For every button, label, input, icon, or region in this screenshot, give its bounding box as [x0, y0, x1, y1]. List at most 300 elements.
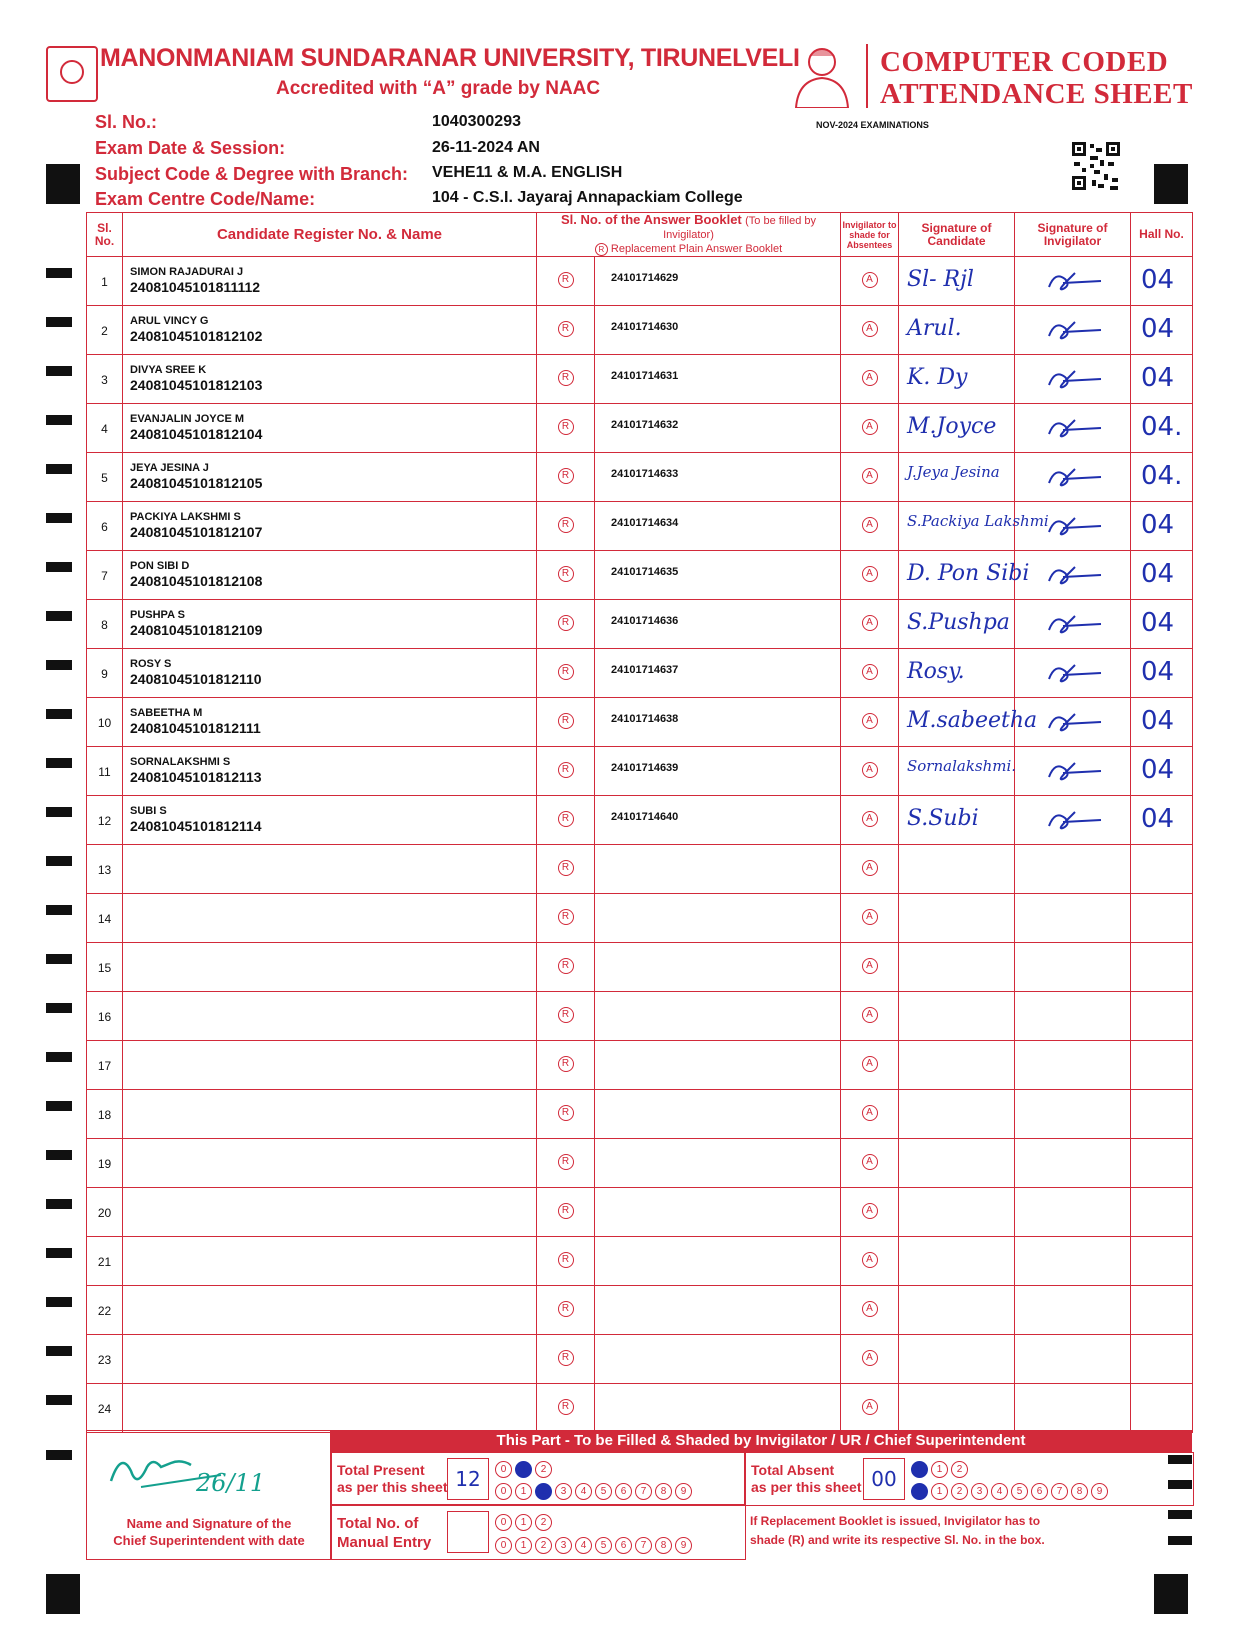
- replacement-bubble[interactable]: R: [558, 615, 574, 631]
- digit-bubble[interactable]: 0: [495, 1537, 512, 1554]
- row-sl-no: 9: [87, 649, 123, 698]
- row-hall-no: [1131, 992, 1193, 1041]
- centre-value: 104 - C.S.I. Jayaraj Annapackiam College: [432, 189, 743, 206]
- candidate-name: [123, 1041, 536, 1050]
- row-hall-no: [1131, 1335, 1193, 1384]
- chief-label-line1: Name and Signature of the: [126, 1516, 292, 1531]
- digit-bubble[interactable]: 8: [1071, 1483, 1088, 1500]
- candidate-signature: Sornalakshmi.: [907, 757, 1017, 775]
- replacement-bubble[interactable]: R: [558, 1105, 574, 1121]
- candidate-name: [123, 1090, 536, 1099]
- candidate-register-no: [123, 1344, 536, 1345]
- booklet-no: 24101714634: [611, 517, 679, 529]
- candidate-signature: Arul.: [907, 316, 962, 341]
- booklet-no: 24101714630: [611, 321, 679, 333]
- digit-bubble[interactable]: 4: [575, 1483, 592, 1500]
- candidate-signature: K. Dy: [907, 365, 968, 390]
- timing-mark: [46, 1199, 72, 1209]
- table-row: [87, 943, 1193, 992]
- booklet-no: 24101714636: [611, 615, 679, 627]
- replacement-bubble[interactable]: R: [558, 1007, 574, 1023]
- chief-label: [87, 1515, 331, 1549]
- digit-bubble[interactable]: 7: [635, 1537, 652, 1554]
- row-hall-no: [1131, 355, 1193, 404]
- header-invigilator-signature: Signature of Invigilator: [1015, 213, 1131, 257]
- row-sl-no: 7: [87, 551, 123, 600]
- row-hall-no: [1131, 698, 1193, 747]
- row-candidate: [123, 355, 537, 404]
- booklet-no: [595, 992, 840, 1007]
- digit-bubble[interactable]: 9: [675, 1483, 692, 1500]
- candidate-signature: Rosy.: [907, 659, 965, 684]
- manual-entry-tens-bubbles: [495, 1512, 555, 1531]
- row-absentee[interactable]: [841, 1090, 899, 1139]
- candidate-signature: S.Subi: [907, 806, 979, 831]
- candidate-name: [123, 1286, 536, 1295]
- digit-bubble[interactable]: 3: [555, 1483, 572, 1500]
- row-absentee[interactable]: [841, 1237, 899, 1286]
- header-candidate: Candidate Register No. & Name: [123, 213, 537, 257]
- alignment-mark: [46, 164, 80, 204]
- digit-bubble[interactable]: 3: [971, 1483, 988, 1500]
- candidate-name: [123, 1188, 536, 1197]
- table-row: [87, 551, 1193, 600]
- replacement-bubble[interactable]: R: [558, 321, 574, 337]
- row-invigilator-signature: [1015, 1188, 1131, 1237]
- candidate-name: PUSHPA S: [130, 609, 186, 621]
- digit-bubble[interactable]: 8: [655, 1537, 672, 1554]
- row-replacement[interactable]: [537, 600, 595, 649]
- row-hall-no: [1131, 796, 1193, 845]
- row-absentee[interactable]: [841, 698, 899, 747]
- row-absentee[interactable]: [841, 1384, 899, 1433]
- replacement-bubble[interactable]: R: [558, 1154, 574, 1170]
- row-absentee[interactable]: [841, 1286, 899, 1335]
- replacement-bubble[interactable]: R: [558, 1203, 574, 1219]
- digit-bubble[interactable]: 7: [1051, 1483, 1068, 1500]
- row-replacement[interactable]: [537, 698, 595, 747]
- table-row: [87, 404, 1193, 453]
- invigilator-signature: [1045, 514, 1105, 538]
- candidate-register-no: 24081045101812110: [130, 671, 262, 687]
- row-candidate-signature: [899, 796, 1015, 845]
- row-hall-no: [1131, 894, 1193, 943]
- digit-bubble[interactable]: 6: [615, 1483, 632, 1500]
- header-sl-no: Sl. No.: [87, 213, 123, 257]
- row-replacement[interactable]: [537, 1139, 595, 1188]
- session-note: NOV-2024 EXAMINATIONS: [816, 120, 929, 130]
- absent-bubble[interactable]: A: [862, 468, 878, 484]
- table-row: [87, 257, 1193, 306]
- absent-bubble[interactable]: A: [862, 1301, 878, 1317]
- row-sl-no: 19: [87, 1139, 123, 1188]
- candidate-register-no: [123, 1099, 536, 1100]
- row-replacement[interactable]: [537, 1384, 595, 1433]
- row-absentee[interactable]: [841, 355, 899, 404]
- chief-signature-date: 26/11: [196, 1469, 266, 1497]
- digit-bubble[interactable]: 2: [951, 1483, 968, 1500]
- row-booklet: [595, 894, 841, 943]
- candidate-register-no: [123, 1295, 536, 1296]
- absent-bubble[interactable]: A: [862, 909, 878, 925]
- row-invigilator-signature: [1015, 551, 1131, 600]
- booklet-no: [595, 845, 840, 860]
- chief-label-line2: Chief Superintendent with date: [113, 1533, 305, 1548]
- hall-no: 04.: [1141, 461, 1183, 491]
- row-booklet: [595, 1384, 841, 1433]
- candidate-register-no: 24081045101812103: [130, 377, 263, 393]
- absent-bubble[interactable]: A: [862, 1252, 878, 1268]
- row-invigilator-signature: [1015, 257, 1131, 306]
- total-present-units-bubbles: [495, 1481, 695, 1500]
- digit-bubble[interactable]: 5: [1011, 1483, 1028, 1500]
- digit-bubble[interactable]: 8: [655, 1483, 672, 1500]
- digit-bubble[interactable]: 4: [575, 1537, 592, 1554]
- candidate-register-no: [123, 854, 536, 855]
- replacement-bubble[interactable]: R: [558, 1056, 574, 1072]
- timing-mark: [46, 611, 72, 621]
- table-row: [87, 600, 1193, 649]
- row-candidate-signature: [899, 845, 1015, 894]
- row-replacement[interactable]: [537, 502, 595, 551]
- absent-bubble[interactable]: A: [862, 1105, 878, 1121]
- absent-bubble[interactable]: A: [862, 1203, 878, 1219]
- replacement-bubble[interactable]: R: [558, 1399, 574, 1415]
- candidate-name: [123, 845, 536, 854]
- row-candidate: [123, 306, 537, 355]
- candidate-register-no: 24081045101812108: [130, 573, 263, 589]
- row-invigilator-signature: [1015, 355, 1131, 404]
- absent-bubble[interactable]: A: [862, 664, 878, 680]
- absent-bubble[interactable]: A: [862, 1350, 878, 1366]
- candidate-register-no: [123, 1001, 536, 1002]
- row-candidate: [123, 943, 537, 992]
- table-row: [87, 1335, 1193, 1384]
- hall-no: 04: [1141, 265, 1175, 295]
- table-row: [87, 355, 1193, 404]
- row-booklet: [595, 355, 841, 404]
- replacement-note-line1: If Replacement Booklet is issued, Invigilator has to: [750, 1514, 1041, 1528]
- row-replacement[interactable]: [537, 1237, 595, 1286]
- row-replacement[interactable]: [537, 306, 595, 355]
- timing-mark: [46, 1248, 72, 1258]
- replacement-bubble[interactable]: R: [558, 860, 574, 876]
- timing-mark: [46, 954, 72, 964]
- sl-no-value: 1040300293: [432, 113, 521, 130]
- row-replacement[interactable]: [537, 1090, 595, 1139]
- candidate-signature: [899, 1041, 1014, 1051]
- timing-mark: [46, 415, 72, 425]
- row-replacement[interactable]: [537, 894, 595, 943]
- digit-bubble[interactable]: 1: [931, 1483, 948, 1500]
- candidate-register-no: 24081045101811112: [130, 279, 261, 295]
- absent-bubble[interactable]: A: [862, 713, 878, 729]
- row-hall-no: [1131, 257, 1193, 306]
- row-hall-no: [1131, 1286, 1193, 1335]
- absent-bubble[interactable]: A: [862, 615, 878, 631]
- replacement-bubble[interactable]: R: [558, 566, 574, 582]
- booklet-no: [595, 1041, 840, 1056]
- row-replacement[interactable]: [537, 649, 595, 698]
- candidate-name: [123, 992, 536, 1001]
- row-candidate: [123, 1384, 537, 1433]
- row-replacement[interactable]: [537, 257, 595, 306]
- hall-no: 04: [1141, 510, 1175, 540]
- candidate-name: DIVYA SREE K: [130, 364, 207, 376]
- digit-bubble[interactable]: 7: [635, 1483, 652, 1500]
- row-candidate: [123, 1286, 537, 1335]
- timing-mark: [46, 1150, 72, 1160]
- candidate-register-no: [123, 1197, 536, 1198]
- absent-bubble[interactable]: A: [862, 1399, 878, 1415]
- row-absentee[interactable]: [841, 1139, 899, 1188]
- row-candidate: [123, 600, 537, 649]
- row-replacement[interactable]: [537, 355, 595, 404]
- replacement-bubble[interactable]: R: [558, 370, 574, 386]
- replacement-bubble[interactable]: R: [558, 1252, 574, 1268]
- replacement-bubble[interactable]: R: [558, 811, 574, 827]
- row-candidate: [123, 698, 537, 747]
- table-row: [87, 649, 1193, 698]
- booklet-no: 24101714637: [611, 664, 679, 676]
- row-invigilator-signature: [1015, 1384, 1131, 1433]
- table-row: [87, 992, 1193, 1041]
- replacement-bubble[interactable]: R: [558, 1350, 574, 1366]
- booklet-no: 24101714639: [611, 762, 679, 774]
- row-candidate-signature: [899, 1139, 1015, 1188]
- row-invigilator-signature: [1015, 747, 1131, 796]
- hall-no: 04: [1141, 755, 1175, 785]
- manual-entry-input[interactable]: [447, 1511, 489, 1553]
- absent-bubble[interactable]: A: [862, 762, 878, 778]
- row-invigilator-signature: [1015, 404, 1131, 453]
- row-sl-no: 12: [87, 796, 123, 845]
- row-sl-no: 2: [87, 306, 123, 355]
- digit-bubble[interactable]: 6: [1031, 1483, 1048, 1500]
- replacement-bubble[interactable]: R: [558, 517, 574, 533]
- absent-bubble[interactable]: A: [862, 1154, 878, 1170]
- row-replacement[interactable]: [537, 1286, 595, 1335]
- total-absent-box: [744, 1452, 1194, 1506]
- replacement-bubble[interactable]: R: [558, 419, 574, 435]
- replacement-bubble[interactable]: R: [558, 664, 574, 680]
- candidate-signature: [899, 1090, 1014, 1100]
- timing-mark: [46, 513, 72, 523]
- absent-bubble[interactable]: A: [862, 419, 878, 435]
- row-absentee[interactable]: [841, 992, 899, 1041]
- row-absentee[interactable]: [841, 747, 899, 796]
- timing-mark: [46, 856, 72, 866]
- row-absentee[interactable]: [841, 845, 899, 894]
- candidate-signature: [899, 1335, 1014, 1345]
- header-replacement: [595, 243, 782, 255]
- centre-label: Exam Centre Code/Name:: [95, 189, 316, 209]
- digit-bubble[interactable]: 4: [991, 1483, 1008, 1500]
- digit-bubble[interactable]: 9: [1091, 1483, 1108, 1500]
- digit-bubble[interactable]: 9: [675, 1537, 692, 1554]
- absent-bubble[interactable]: A: [862, 811, 878, 827]
- digit-bubble[interactable]: 5: [595, 1537, 612, 1554]
- row-replacement[interactable]: [537, 796, 595, 845]
- row-absentee[interactable]: [841, 306, 899, 355]
- row-absentee[interactable]: [841, 551, 899, 600]
- row-candidate-signature: [899, 943, 1015, 992]
- digit-bubble[interactable]: 0: [495, 1483, 512, 1500]
- hall-no: [1131, 894, 1192, 902]
- digit-bubble[interactable]: 1: [515, 1483, 532, 1500]
- absent-bubble[interactable]: A: [862, 321, 878, 337]
- row-candidate-signature: [899, 1041, 1015, 1090]
- table-row: [87, 845, 1193, 894]
- candidate-signature: [899, 1139, 1014, 1149]
- replacement-bubble[interactable]: R: [558, 1301, 574, 1317]
- invigilator-signature: [1045, 710, 1105, 734]
- row-replacement[interactable]: [537, 551, 595, 600]
- absent-bubble[interactable]: A: [862, 566, 878, 582]
- invigilator-signature: [1045, 318, 1105, 342]
- row-sl-no: 15: [87, 943, 123, 992]
- row-replacement[interactable]: [537, 1188, 595, 1237]
- row-hall-no: [1131, 1188, 1193, 1237]
- row-booklet: [595, 992, 841, 1041]
- candidate-register-no: [123, 1148, 536, 1149]
- row-candidate-signature: [899, 600, 1015, 649]
- candidate-register-no: 24081045101812105: [130, 475, 263, 491]
- row-absentee[interactable]: [841, 600, 899, 649]
- timing-mark: [46, 807, 72, 817]
- hall-no: 04: [1141, 363, 1175, 393]
- row-replacement[interactable]: [537, 845, 595, 894]
- manual-entry-label-line1: Total No. of: [337, 1515, 419, 1532]
- row-candidate-signature: [899, 306, 1015, 355]
- row-absentee[interactable]: [841, 1041, 899, 1090]
- digit-bubble[interactable]: 1: [515, 1461, 532, 1478]
- row-invigilator-signature: [1015, 600, 1131, 649]
- digit-bubble[interactable]: 2: [535, 1483, 552, 1500]
- timing-mark: [46, 660, 72, 670]
- replacement-bubble[interactable]: R: [558, 713, 574, 729]
- row-absentee[interactable]: [841, 404, 899, 453]
- row-invigilator-signature: [1015, 796, 1131, 845]
- total-present-entry[interactable]: [447, 1458, 489, 1500]
- candidate-register-no: [123, 952, 536, 953]
- row-absentee[interactable]: [841, 502, 899, 551]
- subject-value: VEHE11 & M.A. ENGLISH: [432, 164, 623, 181]
- digit-bubble[interactable]: 0: [495, 1461, 512, 1478]
- candidate-register-no: [123, 1050, 536, 1051]
- row-absentee[interactable]: [841, 796, 899, 845]
- digit-bubble[interactable]: 1: [515, 1537, 532, 1554]
- digit-bubble[interactable]: 2: [951, 1461, 968, 1478]
- row-candidate: [123, 845, 537, 894]
- digit-bubble[interactable]: 3: [555, 1537, 572, 1554]
- candidate-signature: [899, 894, 1014, 904]
- candidate-name: [123, 1335, 536, 1344]
- table-row: [87, 453, 1193, 502]
- replacement-bubble[interactable]: R: [558, 958, 574, 974]
- absent-bubble[interactable]: A: [862, 272, 878, 288]
- digit-bubble[interactable]: 1: [515, 1514, 532, 1531]
- row-absentee[interactable]: [841, 1188, 899, 1237]
- absent-bubble[interactable]: A: [862, 860, 878, 876]
- row-replacement[interactable]: [537, 1335, 595, 1384]
- row-replacement[interactable]: [537, 943, 595, 992]
- digit-bubble[interactable]: 6: [615, 1537, 632, 1554]
- hall-no: 04: [1141, 559, 1175, 589]
- digit-bubble[interactable]: 2: [535, 1537, 552, 1554]
- row-candidate-signature: [899, 257, 1015, 306]
- replacement-bubble[interactable]: R: [558, 468, 574, 484]
- row-booklet: [595, 845, 841, 894]
- row-absentee[interactable]: [841, 649, 899, 698]
- digit-bubble[interactable]: 0: [911, 1483, 928, 1500]
- absent-bubble[interactable]: A: [862, 1056, 878, 1072]
- row-candidate: [123, 551, 537, 600]
- row-replacement[interactable]: [537, 747, 595, 796]
- total-absent-value: 00: [871, 1467, 897, 1491]
- row-replacement[interactable]: [537, 1041, 595, 1090]
- table-row: [87, 894, 1193, 943]
- row-replacement[interactable]: [537, 404, 595, 453]
- absent-bubble[interactable]: A: [862, 517, 878, 533]
- replacement-bubble[interactable]: R: [558, 909, 574, 925]
- booklet-no: [595, 1188, 840, 1203]
- digit-bubble[interactable]: 2: [535, 1514, 552, 1531]
- row-absentee[interactable]: [841, 453, 899, 502]
- chief-signature: [101, 1441, 301, 1499]
- row-sl-no: 14: [87, 894, 123, 943]
- booklet-no: [595, 894, 840, 909]
- row-replacement[interactable]: [537, 992, 595, 1041]
- timing-mark: [46, 1052, 72, 1062]
- candidate-name: [123, 894, 536, 903]
- row-candidate-signature: [899, 894, 1015, 943]
- row-absentee[interactable]: [841, 943, 899, 992]
- digit-bubble[interactable]: 0: [495, 1514, 512, 1531]
- absent-bubble[interactable]: A: [862, 1007, 878, 1023]
- row-absentee[interactable]: [841, 1335, 899, 1384]
- timing-mark: [46, 905, 72, 915]
- digit-bubble[interactable]: 5: [595, 1483, 612, 1500]
- row-candidate: [123, 257, 537, 306]
- row-hall-no: [1131, 1384, 1193, 1433]
- replacement-bubble[interactable]: R: [558, 762, 574, 778]
- row-hall-no: [1131, 453, 1193, 502]
- absent-bubble[interactable]: A: [862, 958, 878, 974]
- replacement-bubble[interactable]: R: [558, 272, 574, 288]
- absent-bubble[interactable]: A: [862, 370, 878, 386]
- row-booklet: [595, 551, 841, 600]
- digit-bubble[interactable]: 0: [911, 1461, 928, 1478]
- row-candidate-signature: [899, 502, 1049, 551]
- row-sl-no: 6: [87, 502, 123, 551]
- total-absent-entry[interactable]: [863, 1458, 905, 1500]
- row-booklet: [595, 404, 841, 453]
- row-candidate: [123, 404, 537, 453]
- booklet-no: [595, 1384, 840, 1399]
- row-absentee[interactable]: [841, 894, 899, 943]
- row-sl-no: 21: [87, 1237, 123, 1286]
- digit-bubble[interactable]: 1: [931, 1461, 948, 1478]
- row-absentee[interactable]: [841, 257, 899, 306]
- digit-bubble[interactable]: 2: [535, 1461, 552, 1478]
- total-absent-tens-bubbles: [911, 1459, 971, 1478]
- row-booklet: [595, 502, 841, 551]
- row-candidate: [123, 502, 537, 551]
- row-candidate: [123, 649, 537, 698]
- row-replacement[interactable]: [537, 453, 595, 502]
- candidate-name: ARUL VINCY G: [130, 315, 209, 327]
